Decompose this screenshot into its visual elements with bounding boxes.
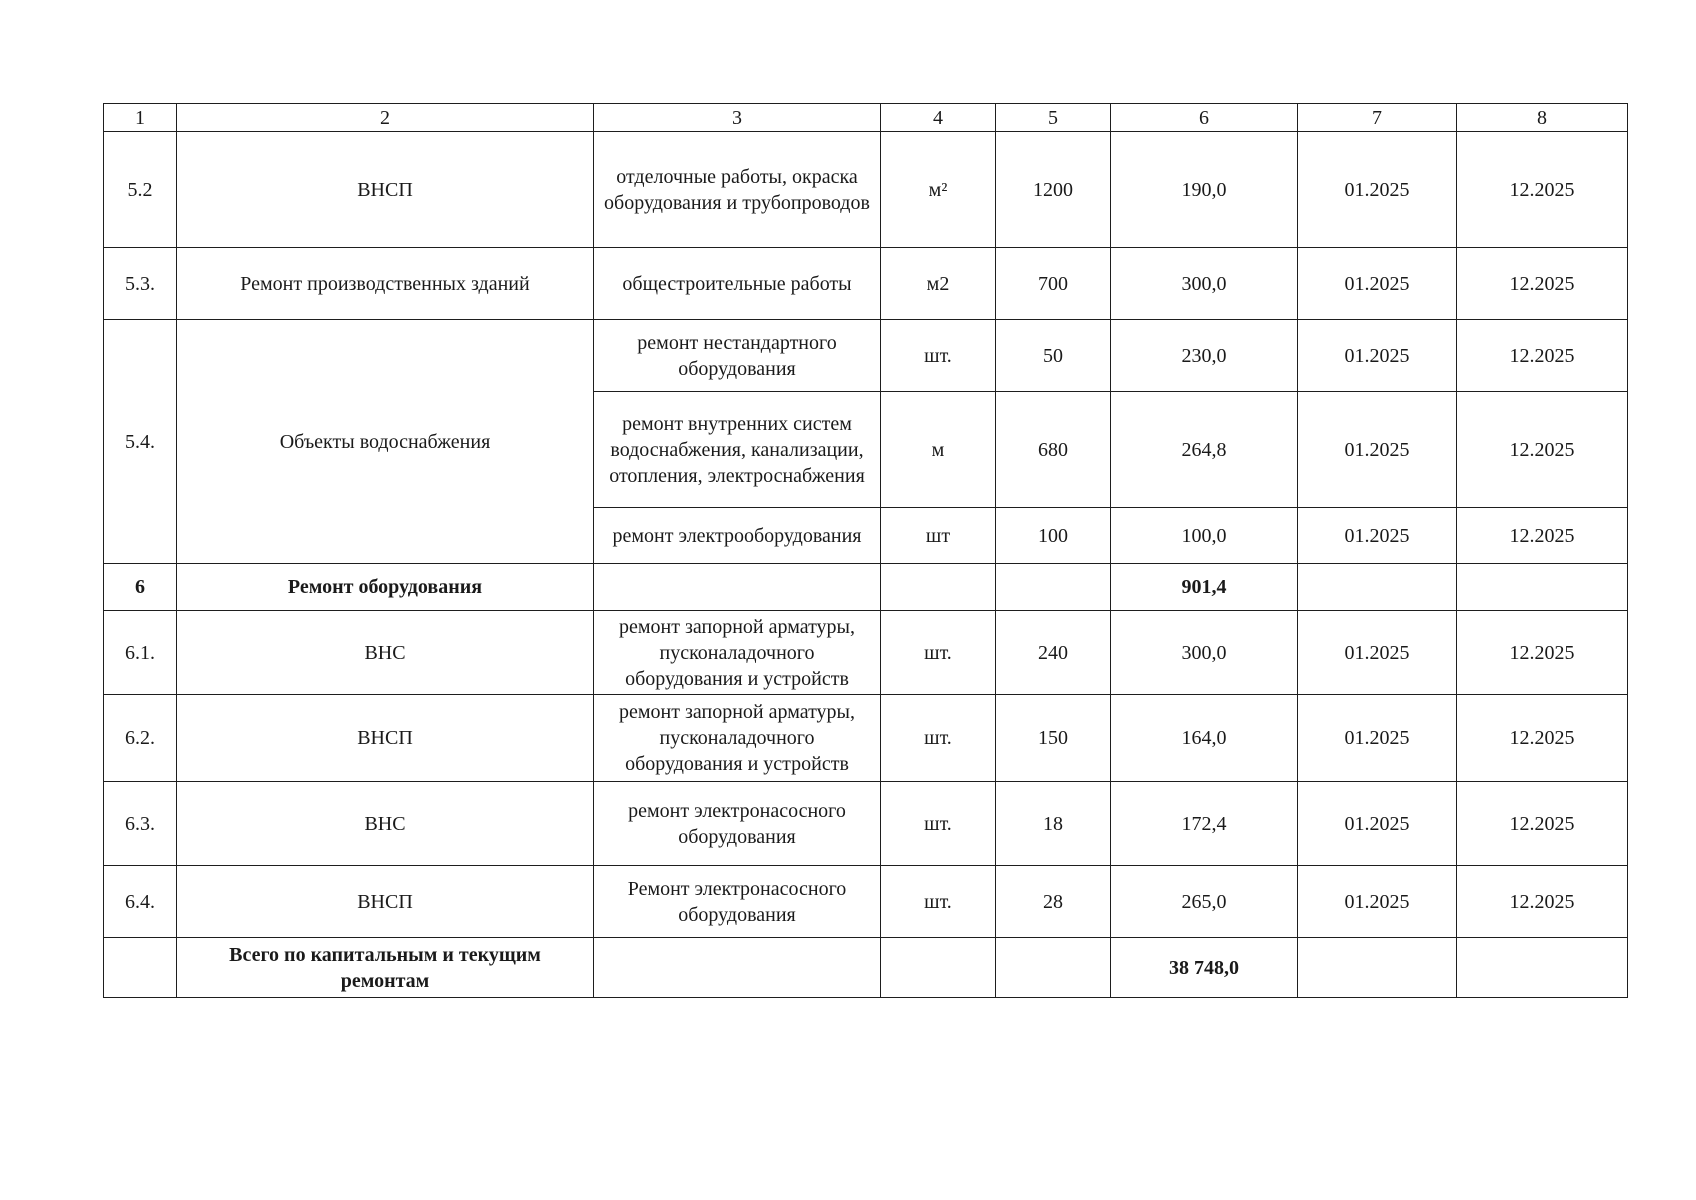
section-cost: 901,4: [1111, 564, 1298, 611]
row-number: 5.2: [104, 132, 177, 248]
end-date: 12.2025: [1457, 782, 1628, 866]
row-number: 5.3.: [104, 248, 177, 320]
cost: 300,0: [1111, 248, 1298, 320]
column-number-cell: 5: [996, 104, 1111, 132]
cost: 164,0: [1111, 695, 1298, 782]
work-type: ремонт запорной арматуры, пусконаладочного оборудования и устройств: [594, 611, 881, 695]
table-row: [104, 611, 1628, 695]
empty-cell: [996, 938, 1111, 998]
object-name: ВНСП: [177, 695, 594, 782]
unit: м2: [881, 248, 996, 320]
total-cost: 38 748,0: [1111, 938, 1298, 998]
start-date: 01.2025: [1298, 132, 1457, 248]
empty-cell: [594, 564, 881, 611]
quantity: 18: [996, 782, 1111, 866]
work-type: ремонт внутренних систем водоснабжения, канализации, отопления, электроснабжения: [594, 392, 881, 508]
repair-plan-table: [103, 103, 1628, 998]
row-number: 6.1.: [104, 611, 177, 695]
column-number-row: [104, 104, 1628, 132]
empty-cell: [104, 938, 177, 998]
column-number-cell: 2: [177, 104, 594, 132]
unit: шт.: [881, 320, 996, 392]
column-number-cell: 4: [881, 104, 996, 132]
start-date: 01.2025: [1298, 320, 1457, 392]
column-number-cell: 8: [1457, 104, 1628, 132]
work-type: ремонт электрооборудования: [594, 508, 881, 564]
work-type: ремонт электронасосного оборудования: [594, 782, 881, 866]
end-date: 12.2025: [1457, 866, 1628, 938]
quantity: 100: [996, 508, 1111, 564]
start-date: 01.2025: [1298, 695, 1457, 782]
empty-cell: [1457, 564, 1628, 611]
cost: 172,4: [1111, 782, 1298, 866]
end-date: 12.2025: [1457, 248, 1628, 320]
row-number: 6.3.: [104, 782, 177, 866]
work-type: ремонт нестандартного оборудования: [594, 320, 881, 392]
start-date: 01.2025: [1298, 392, 1457, 508]
cost: 264,8: [1111, 392, 1298, 508]
table-row: [104, 695, 1628, 782]
start-date: 01.2025: [1298, 248, 1457, 320]
object-name: Ремонт производственных зданий: [177, 248, 594, 320]
work-type: Ремонт электронасосного оборудования: [594, 866, 881, 938]
empty-cell: [1298, 938, 1457, 998]
quantity: 680: [996, 392, 1111, 508]
table-row: [104, 132, 1628, 248]
end-date: 12.2025: [1457, 320, 1628, 392]
quantity: 700: [996, 248, 1111, 320]
object-name: ВНСП: [177, 866, 594, 938]
unit: шт: [881, 508, 996, 564]
quantity: 1200: [996, 132, 1111, 248]
column-number-cell: 3: [594, 104, 881, 132]
start-date: 01.2025: [1298, 508, 1457, 564]
empty-cell: [594, 938, 881, 998]
object-name: ВНСП: [177, 132, 594, 248]
end-date: 12.2025: [1457, 695, 1628, 782]
cost: 300,0: [1111, 611, 1298, 695]
cost: 190,0: [1111, 132, 1298, 248]
column-number-cell: 1: [104, 104, 177, 132]
empty-cell: [881, 938, 996, 998]
unit: шт.: [881, 611, 996, 695]
end-date: 12.2025: [1457, 392, 1628, 508]
object-name: ВНС: [177, 782, 594, 866]
quantity: 28: [996, 866, 1111, 938]
empty-cell: [1298, 564, 1457, 611]
unit: м: [881, 392, 996, 508]
unit: шт.: [881, 866, 996, 938]
start-date: 01.2025: [1298, 866, 1457, 938]
unit: м²: [881, 132, 996, 248]
table-row: [104, 248, 1628, 320]
unit: шт.: [881, 695, 996, 782]
end-date: 12.2025: [1457, 508, 1628, 564]
start-date: 01.2025: [1298, 782, 1457, 866]
end-date: 12.2025: [1457, 611, 1628, 695]
section-row: [104, 564, 1628, 611]
object-name: ВНС: [177, 611, 594, 695]
quantity: 150: [996, 695, 1111, 782]
quantity: 240: [996, 611, 1111, 695]
quantity: 50: [996, 320, 1111, 392]
total-row: [104, 938, 1628, 998]
work-type: ремонт запорной арматуры, пусконаладочного оборудования и устройств: [594, 695, 881, 782]
unit: шт.: [881, 782, 996, 866]
work-type: отделочные работы, окраска оборудования и трубопроводов: [594, 132, 881, 248]
row-number: 5.4.: [104, 320, 177, 564]
start-date: 01.2025: [1298, 611, 1457, 695]
row-number: 6: [104, 564, 177, 611]
table-row: [104, 782, 1628, 866]
table-row: [104, 866, 1628, 938]
section-title: Ремонт оборудования: [177, 564, 594, 611]
total-label: Всего по капитальным и текущим ремонтам: [177, 938, 594, 998]
cost: 100,0: [1111, 508, 1298, 564]
row-number: 6.4.: [104, 866, 177, 938]
end-date: 12.2025: [1457, 132, 1628, 248]
empty-cell: [1457, 938, 1628, 998]
work-type: общестроительные работы: [594, 248, 881, 320]
table-row: [104, 320, 1628, 392]
column-number-cell: 7: [1298, 104, 1457, 132]
cost: 265,0: [1111, 866, 1298, 938]
row-number: 6.2.: [104, 695, 177, 782]
object-name: Объекты водоснабжения: [177, 320, 594, 564]
empty-cell: [996, 564, 1111, 611]
empty-cell: [881, 564, 996, 611]
cost: 230,0: [1111, 320, 1298, 392]
column-number-cell: 6: [1111, 104, 1298, 132]
